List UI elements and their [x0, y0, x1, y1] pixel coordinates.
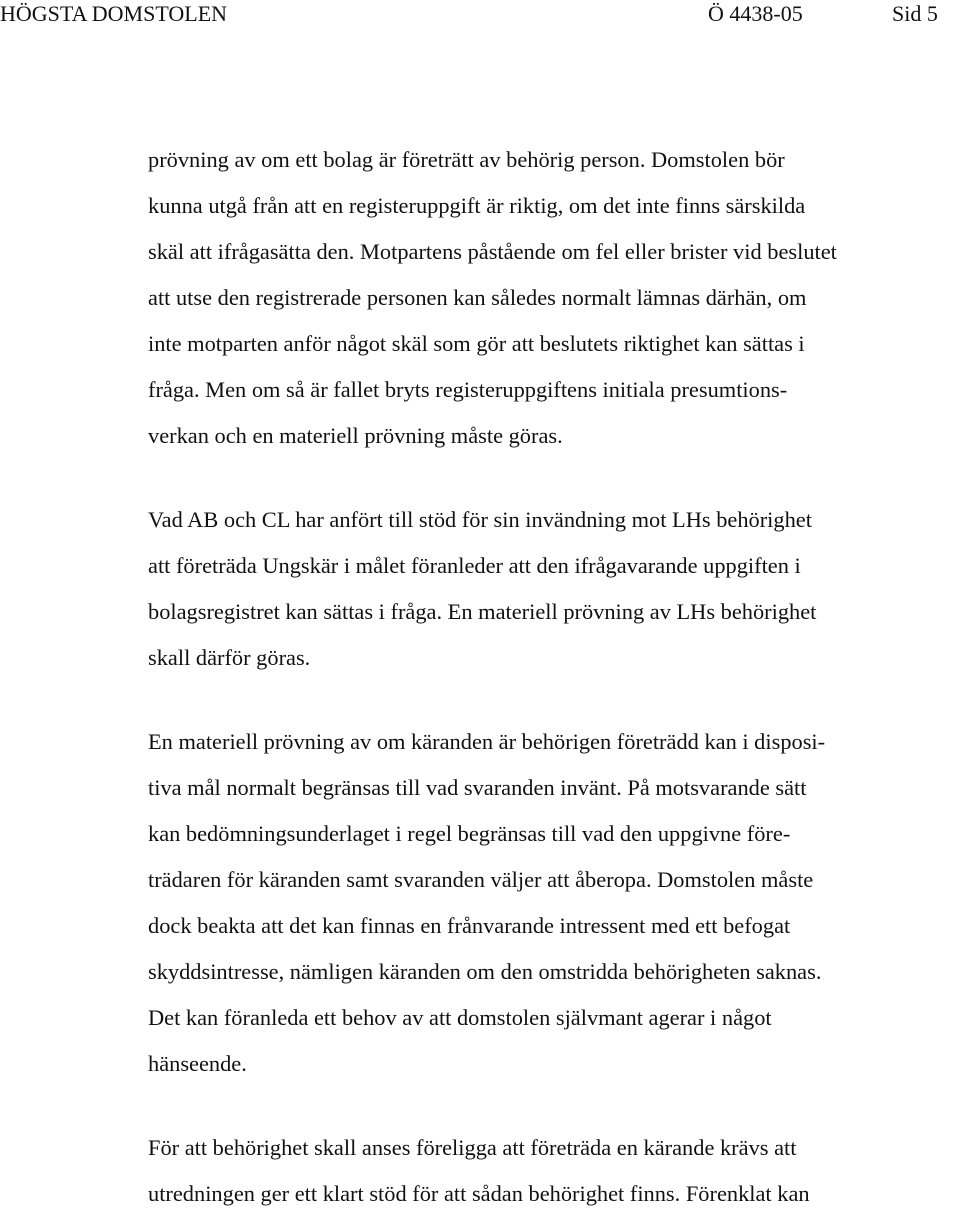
- text-line: verkan och en materiell prövning måste göras.: [148, 423, 563, 448]
- text-line: kunna utgå från att en registeruppgift är riktig, om det inte finns särskilda: [148, 193, 806, 218]
- text-line: att företräda Ungskär i målet föranleder att den ifrågavarande uppgiften i: [148, 553, 801, 578]
- text-line: tiva mål normalt begränsas till vad svaranden invänt. På motsvarande sätt: [148, 775, 807, 800]
- text-line: dock beakta att det kan finnas en frånvarande intressent med ett befogat: [148, 913, 791, 938]
- text-line: trädaren för käranden samt svaranden väljer att åberopa. Domstolen måste: [148, 867, 814, 892]
- text-line: Vad AB och CL har anfört till stöd för sin invändning mot LHs behörighet: [148, 507, 812, 532]
- paragraph-3: [148, 719, 956, 1087]
- text-line: prövning av om ett bolag är företrätt av behörig person. Domstolen bör: [148, 147, 785, 172]
- text-line: En materiell prövning av om käranden är behörigen företrädd kan i disposi-: [148, 729, 826, 754]
- paragraph-2: [148, 497, 956, 681]
- text-line: skall därför göras.: [148, 645, 311, 670]
- document-body: [148, 137, 956, 1217]
- text-line: kan bedömningsunderlaget i regel begränsas till vad den uppgivne före-: [148, 821, 791, 846]
- text-line: inte motparten anför något skäl som gör att beslutets riktighet kan sättas i: [148, 331, 805, 356]
- text-line: hänseende.: [148, 1051, 247, 1076]
- page-number: Sid 5: [892, 1, 938, 26]
- case-number: Ö 4438-05: [708, 1, 803, 26]
- text-line: utredningen ger ett klart stöd för att sådan behörighet finns. Förenklat kan: [148, 1181, 810, 1206]
- text-line: Det kan föranleda ett behov av att domstolen självmant agerar i något: [148, 1005, 772, 1030]
- text-line: att utse den registrerade personen kan således normalt lämnas därhän, om: [148, 285, 807, 310]
- text-line: skäl att ifrågasätta den. Motpartens påstående om fel eller brister vid beslutet: [148, 239, 837, 264]
- text-line: fråga. Men om så är fallet bryts registeruppgiftens initiala presumtions-: [148, 377, 788, 402]
- text-line: För att behörighet skall anses föreligga att företräda en kärande krävs att: [148, 1135, 797, 1160]
- text-line: bolagsregistret kan sättas i fråga. En materiell prövning av LHs behörighet: [148, 599, 817, 624]
- text-line: skyddsintresse, nämligen käranden om den omstridda behörigheten saknas.: [148, 959, 822, 984]
- paragraph-1: [148, 137, 956, 459]
- page-header: [0, 0, 960, 30]
- court-name: HÖGSTA DOMSTOLEN: [0, 1, 228, 26]
- paragraph-4: [148, 1125, 956, 1217]
